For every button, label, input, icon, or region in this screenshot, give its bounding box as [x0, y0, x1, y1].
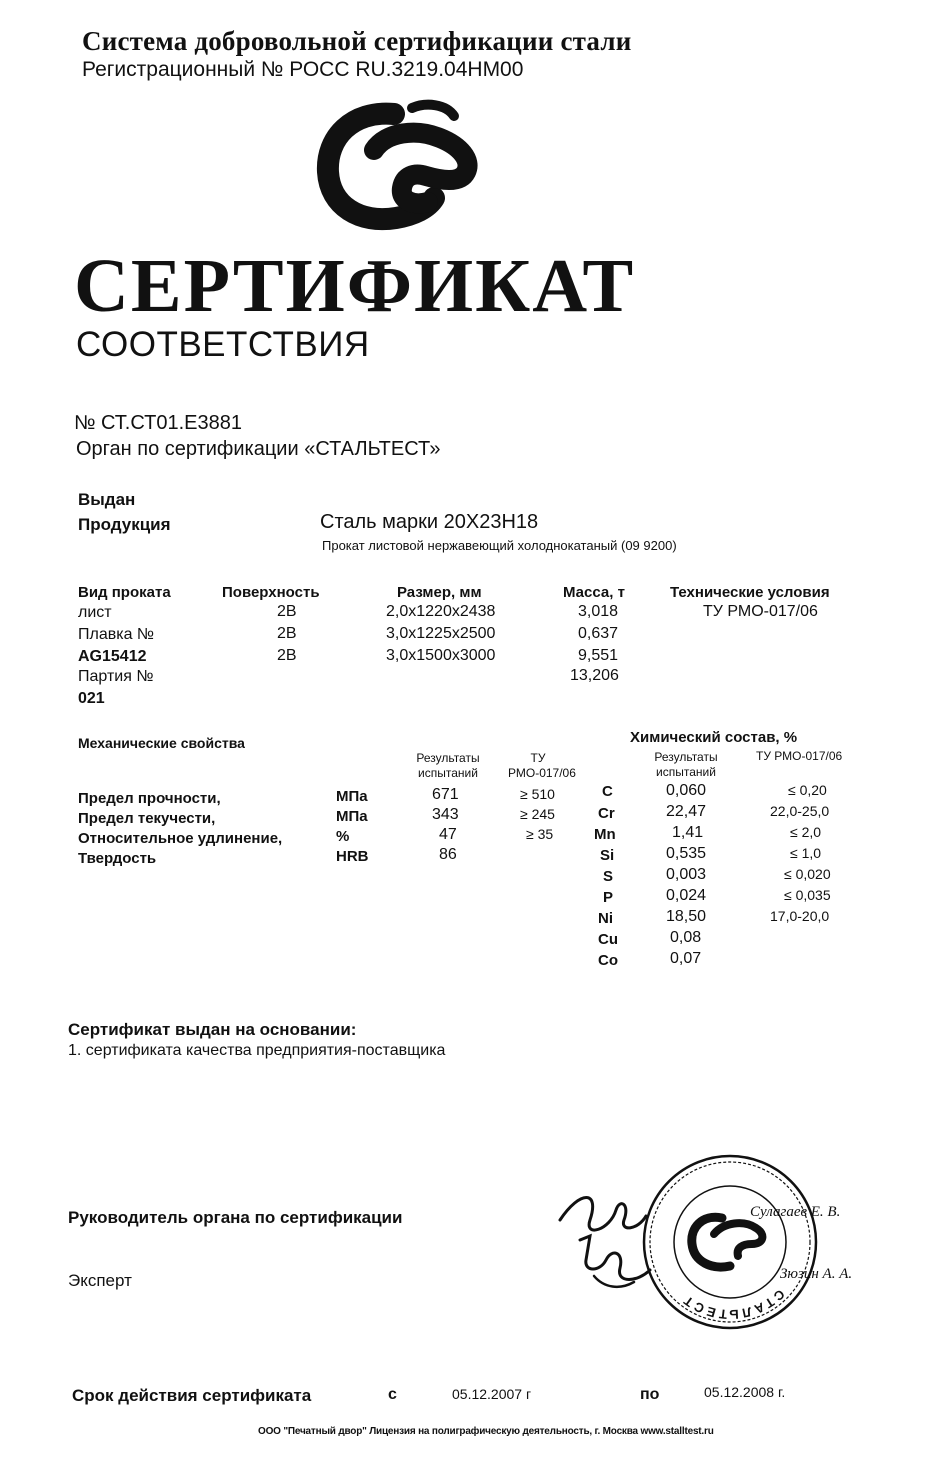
table-row-surface: 2B	[277, 625, 297, 642]
head-name: Сулагаев Е. В.	[750, 1204, 841, 1220]
table-row-size: 3,0х1225х2500	[386, 625, 496, 642]
mech-row-name: Относительное удлинение,	[78, 830, 283, 847]
validity-to-label: по	[640, 1386, 660, 1403]
mech-row-result: 86	[439, 846, 457, 863]
certification-body: Орган по сертификации «СТАЛЬТЕСТ»	[76, 438, 441, 460]
col-header-mass: Масса, т	[563, 584, 625, 601]
chem-result: 22,47	[666, 803, 707, 820]
expert-name: Зюзин А. А.	[780, 1266, 853, 1282]
chem-spec: ≤ 0,20	[788, 782, 827, 798]
chem-element: Mn	[594, 826, 616, 843]
chem-element: Cu	[598, 931, 618, 948]
heat-value: AG15412	[78, 648, 147, 665]
chem-result: 0,07	[670, 950, 702, 967]
validity-from-date: 05.12.2007 г	[452, 1386, 532, 1402]
table-row-mass: 9,551	[578, 647, 619, 664]
validity-from-label: с	[388, 1386, 397, 1403]
chem-spec: 22,0-25,0	[770, 803, 830, 819]
table-row-surface: 2B	[277, 647, 297, 664]
mech-row-unit: HRB	[336, 848, 369, 865]
signature-icon	[550, 1180, 670, 1310]
col-header-type: Вид проката	[78, 584, 171, 601]
chem-result: 1,41	[672, 824, 704, 841]
col-header-surface: Поверхность	[222, 584, 320, 601]
mechanical-title: Механические свойства	[78, 735, 245, 751]
certificate-title: СЕРТИФИКАТ	[74, 244, 636, 328]
chem-result: 0,060	[666, 782, 707, 799]
batch-label: Партия №	[78, 668, 154, 685]
chem-result: 0,535	[666, 845, 707, 862]
mech-row-name: Предел текучести,	[78, 810, 216, 827]
type-value: лист	[78, 604, 112, 621]
chem-result: 18,50	[666, 908, 707, 925]
mech-row-spec: ≥ 35	[526, 826, 554, 842]
chem-element: Si	[600, 847, 615, 864]
table-row-size: 3,0х1500х3000	[386, 647, 496, 664]
mech-row-result: 671	[432, 786, 459, 803]
chem-result: 0,003	[666, 866, 707, 883]
validity-label: Срок действия сертификата	[72, 1386, 312, 1405]
system-title: Система добровольной сертификации стали	[82, 26, 632, 56]
validity-to-date: 05.12.2008 г.	[704, 1384, 786, 1400]
col-header-size: Размер, мм	[397, 584, 482, 601]
chem-col-results: Результаты испытаний	[654, 750, 718, 779]
table-row-spec: ТУ РМО-017/06	[703, 603, 818, 620]
expert-label: Эксперт	[68, 1271, 132, 1290]
mech-row-name: Твердость	[78, 850, 157, 867]
mech-col-results: Результаты испытаний	[416, 751, 480, 780]
chem-spec: 17,0-20,0	[770, 908, 830, 924]
chem-element: Cr	[598, 805, 615, 822]
basis-title: Сертификат выдан на основании:	[68, 1020, 357, 1039]
chem-result: 0,024	[666, 887, 707, 904]
product-label: Продукция	[78, 515, 171, 534]
table-row-mass: 3,018	[578, 603, 619, 620]
mech-col-spec: ТУ РМО-017/06	[508, 751, 576, 780]
chem-element: P	[603, 889, 614, 906]
chem-col-spec: ТУ РМО-017/06	[756, 749, 843, 763]
certificate-number: № СТ.СТ01.Е3881	[74, 412, 242, 434]
total-mass: 13,206	[570, 667, 619, 684]
chem-spec: ≤ 0,020	[784, 866, 831, 882]
chem-element: Ni	[598, 910, 613, 927]
footer-printer: ООО "Печатный двор" Лицензия на полиграфическую деятельность, г. Москва www.stalltest.ru	[258, 1426, 714, 1437]
mech-row-spec: ≥ 245	[520, 806, 555, 822]
chem-spec: ≤ 2,0	[790, 824, 822, 840]
mech-row-result: 47	[439, 826, 457, 843]
certificate-subtitle: СООТВЕТСТВИЯ	[76, 325, 370, 364]
mech-row-name: Предел прочности,	[78, 790, 221, 807]
chem-element: Co	[598, 952, 618, 969]
registration-number: Регистрационный № РОСС RU.3219.04НМ00	[82, 58, 524, 81]
chem-result: 0,08	[670, 929, 702, 946]
head-label: Руководитель органа по сертификации	[68, 1208, 403, 1227]
mech-row-unit: МПа	[336, 788, 368, 805]
heat-label: Плавка №	[78, 626, 155, 643]
table-row-size: 2,0х1220х2438	[386, 603, 496, 620]
system-logo-icon	[316, 98, 496, 234]
product-description: Прокат листовой нержавеющий холоднокатаный (09 9200)	[322, 538, 677, 553]
chem-element: S	[603, 868, 614, 885]
mech-row-unit: %	[336, 828, 350, 845]
chem-spec: ≤ 0,035	[784, 887, 831, 903]
mech-row-unit: МПа	[336, 808, 368, 825]
col-header-spec: Технические условия	[670, 584, 830, 601]
table-row-mass: 0,637	[578, 625, 619, 642]
chemical-title: Химический состав, %	[630, 729, 798, 746]
basis-item: 1. сертификата качества предприятия-поставщика	[68, 1042, 446, 1059]
chem-spec: ≤ 1,0	[790, 845, 822, 861]
product-value: Сталь марки 20Х23Н18	[320, 511, 539, 533]
chem-element: C	[602, 783, 613, 800]
issued-label: Выдан	[78, 490, 136, 509]
batch-value: 021	[78, 690, 105, 707]
mech-row-result: 343	[432, 806, 459, 823]
stamp-ring-text: СТАЛЬТЕСТ	[678, 1286, 788, 1323]
mech-row-spec: ≥ 510	[520, 786, 555, 802]
table-row-surface: 2B	[277, 603, 297, 620]
